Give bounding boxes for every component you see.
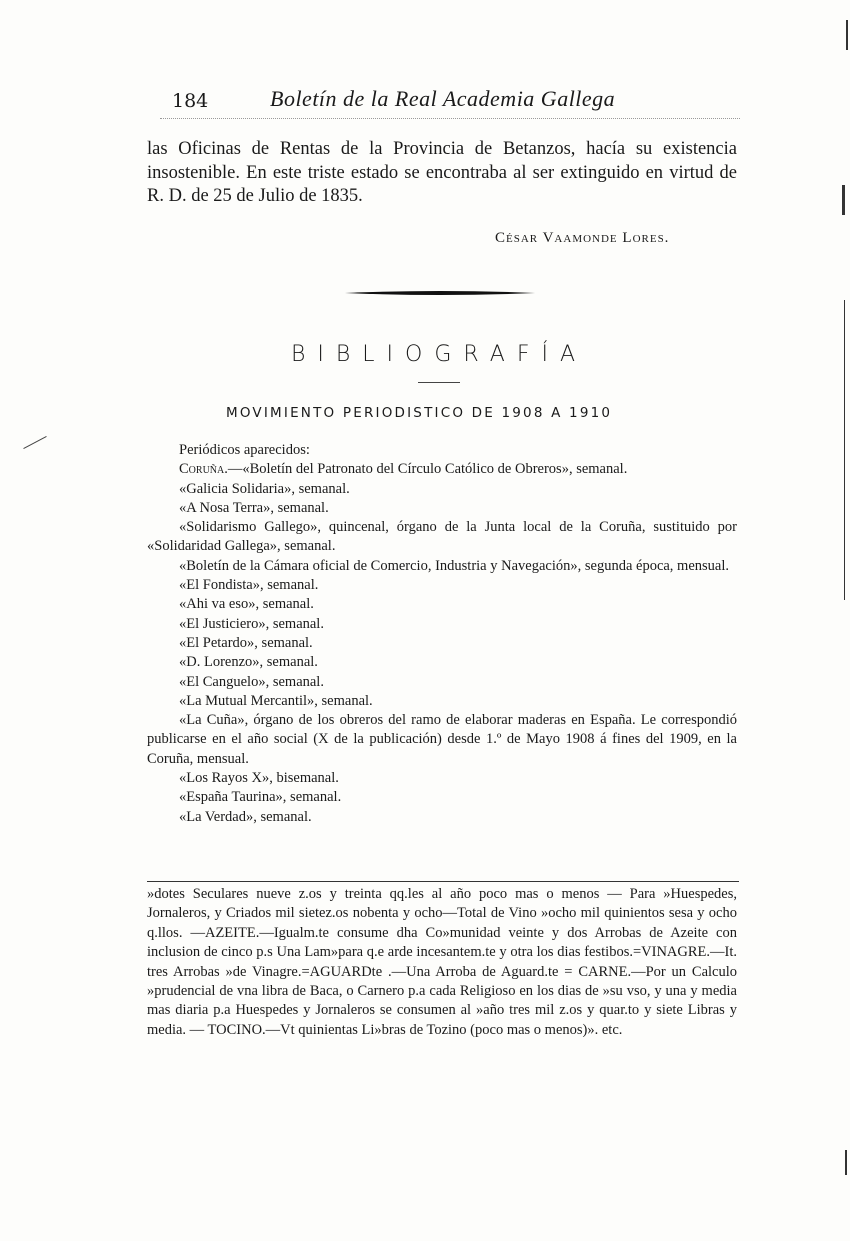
footnote-text: »dotes Seculares nueve z.os y treinta qq.les al año poco mas o menos — Para »Huespedes, Jornaleros, y Criados mil sietez.os nobenta y ocho—Total de Vino »ocho mil quinientos sesa y ocho q.llos. —AZEITE.—Igualm.te consume dha Co»munidad veinte y dos Arrobas de Azeite con inclusion de cinco p.s Una Lam»para q.e arde incesantem.te y otra los dias festibos.=VINAGRE.—It. tres Arrobas »de Vinagre.=AGUARDte .—Una Arroba de Aguard.te = CARNE.—Por un Calculo »prudencial de vna libra de Baca, o Carnero p.a cada Religioso en los dias de »su vso, y una y media mas diaria p.a Huespedes y Jornaleros se consumen al »año tres mil z.os y quar.to y siete Libras y media. — TOCINO.—Vt quinientas Li»bras de Tozino (poco mas o menos)». etc. [147, 886, 737, 1038]
header-rule [160, 118, 740, 119]
list-item: «El Canguelo», semanal. [179, 673, 324, 690]
list-item: «Ahi va eso», semanal. [179, 596, 314, 613]
bibliography-list [147, 441, 737, 827]
stray-mark [23, 436, 46, 449]
bibliography-subheading: MOVIMIENTO PERIODISTICO DE 1908 A 1910 [226, 405, 613, 421]
bibliography-title: BIBLIOGRAFÍA [291, 342, 588, 367]
list-item: «Boletín de la Cámara oficial de Comercio, Industria y Navegación», segunda época, mensual. [179, 557, 730, 574]
footnote-rule [147, 881, 739, 882]
list-item-lead: Coruña. [179, 461, 228, 478]
margin-mark [845, 1150, 847, 1175]
list-item: «El Petardo», semanal. [179, 634, 313, 651]
article-author: César Vaamonde Lores. [495, 230, 670, 246]
page-number: 184 [172, 90, 209, 112]
list-item: «Solidarismo Gallego», quincenal, órgano de la Junta local de la Coruña, sustituido por «Solidaridad Gallega», semanal. [147, 519, 737, 555]
list-item: «La Mutual Mercantil», semanal. [179, 692, 373, 709]
list-item: «Los Rayos X», bisemanal. [179, 770, 339, 787]
list-item [147, 460, 737, 479]
list-item: «Galicia Solidaria», semanal. [179, 480, 350, 497]
margin-mark [844, 300, 845, 600]
running-title: Boletín de la Real Academia Gallega [270, 86, 616, 111]
list-item: «La Verdad», semanal. [179, 808, 312, 825]
margin-mark [842, 185, 845, 215]
list-item: «España Taurina», semanal. [179, 789, 342, 806]
list-item: «A Nosa Terra», semanal. [179, 499, 329, 516]
list-item: «La Cuña», órgano de los obreros del ramo de elaborar maderas en España. Le correspondió publicarse en el año social (X de la publicación) desde 1.º de Mayo 1908 á fines del 1909, en la Coruña, mensual. [147, 712, 737, 767]
list-item-text: —«Boletín del Patronato del Círculo Católico de Obreros», semanal. [227, 461, 628, 478]
margin-mark [846, 20, 848, 50]
list-item: «El Fondista», semanal. [179, 577, 319, 594]
list-item: «El Justiciero», semanal. [179, 615, 324, 632]
article-closing-paragraph: las Oficinas de Rentas de la Provincia de Betanzos, hacía su existencia insostenible. En este triste estado se encontraba al ser extinguido en virtud de R. D. de 25 de Julio de 1835. [147, 139, 737, 206]
ornament-divider [345, 290, 535, 296]
list-item: «D. Lorenzo», semanal. [179, 654, 318, 671]
title-underline [418, 382, 460, 383]
list-intro: Periódicos aparecidos: [179, 442, 310, 458]
